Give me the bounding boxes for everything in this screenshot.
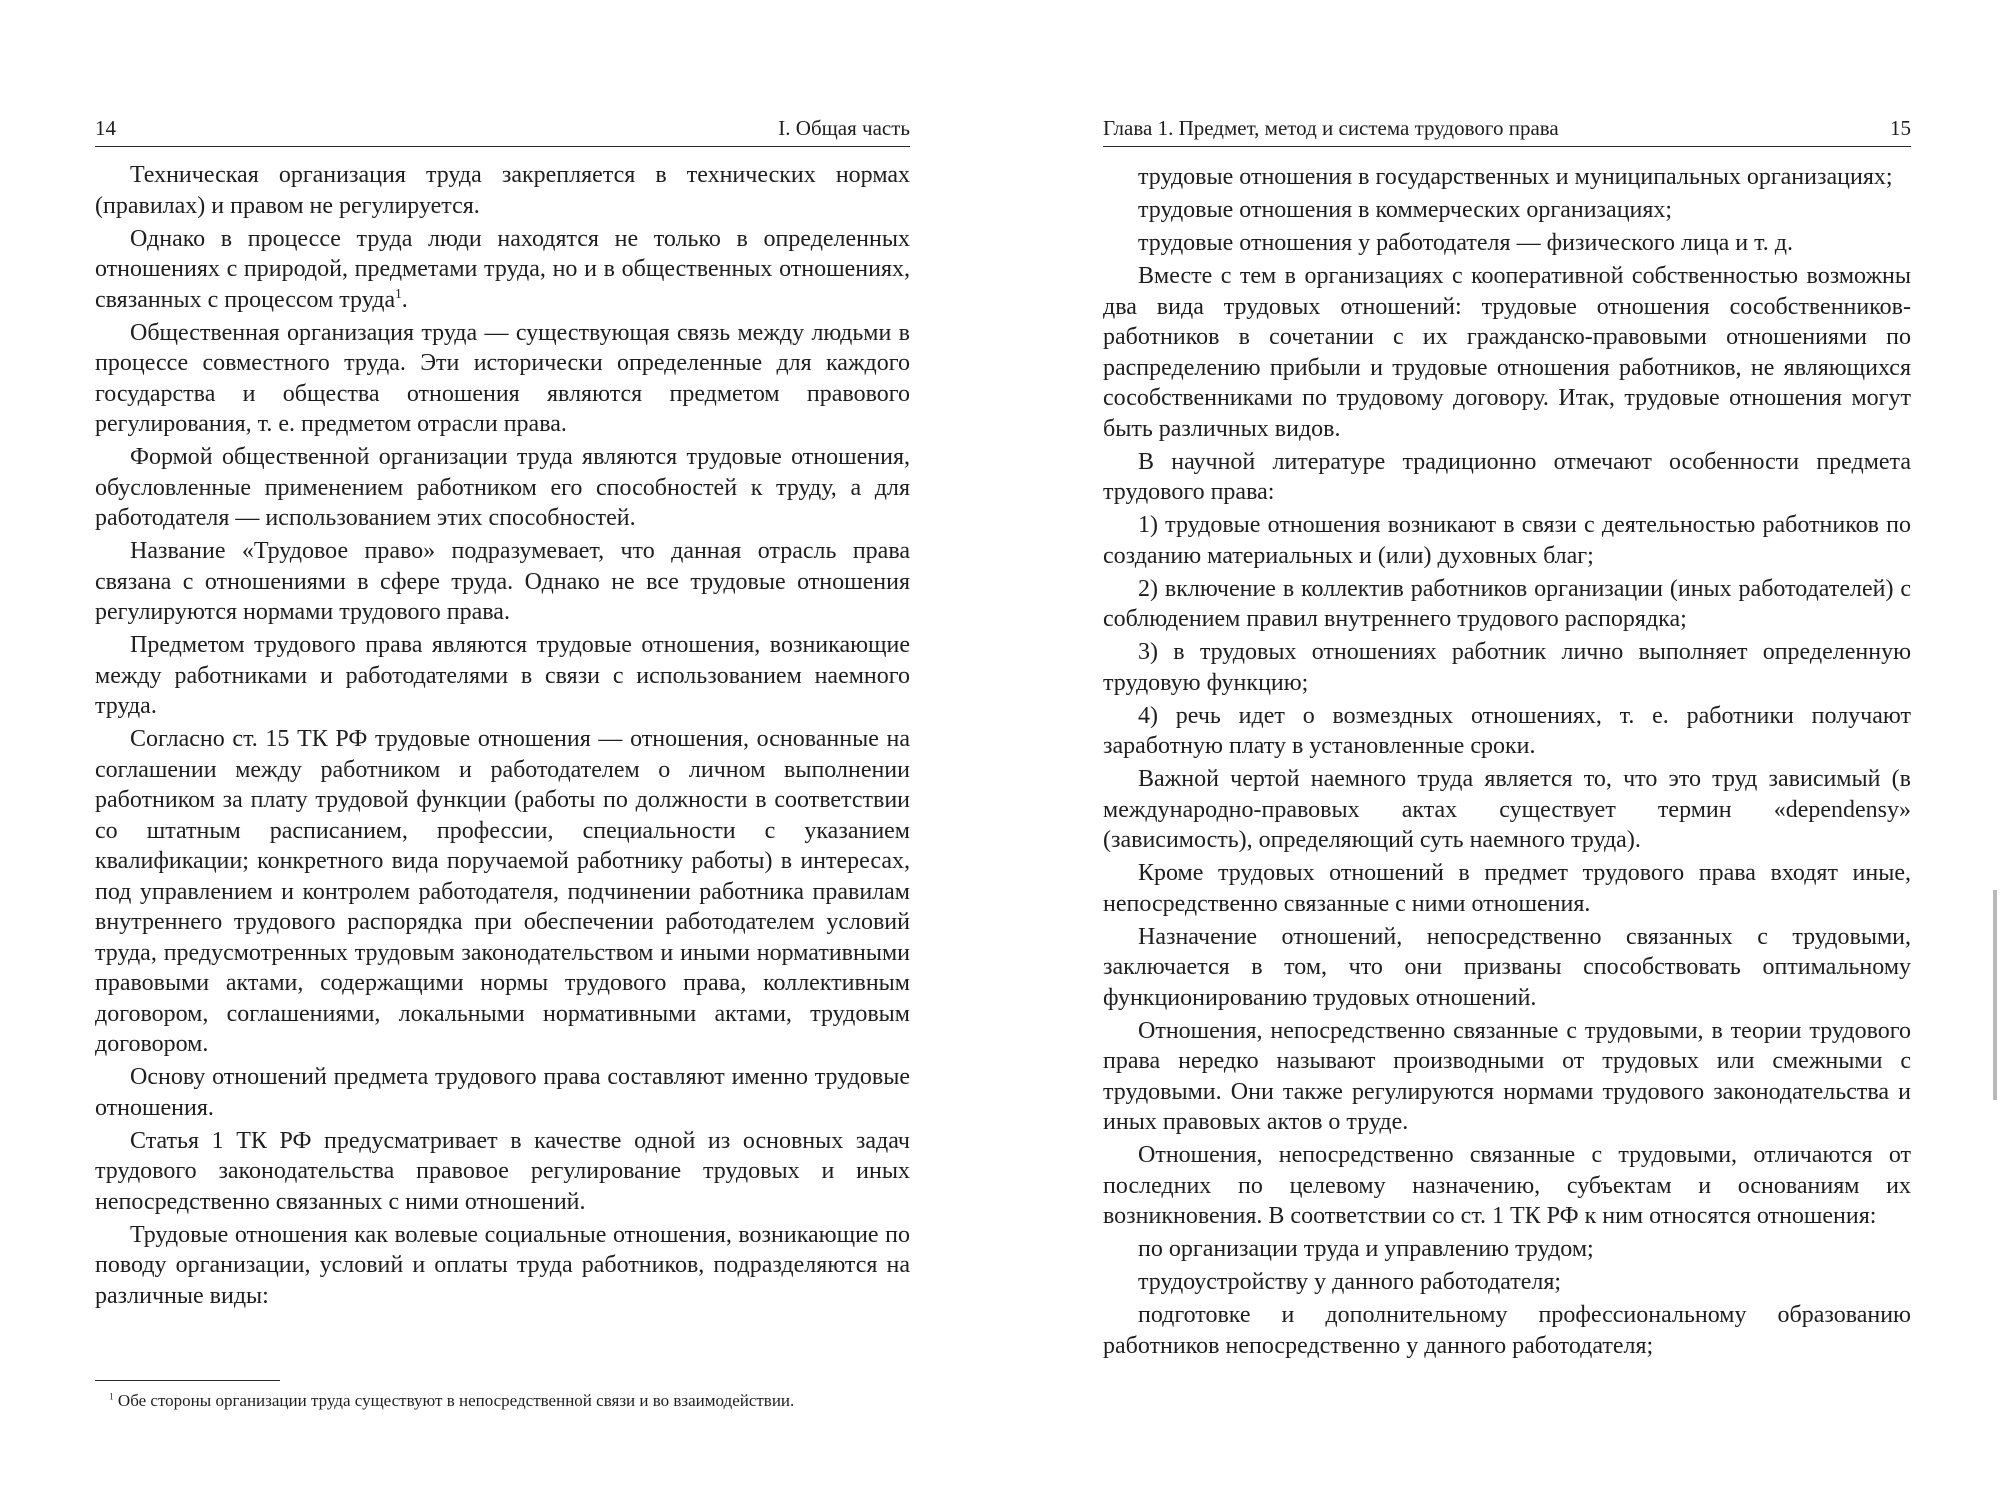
list-item: 4) речь идет о возмездных отношениях, т. е. работники получают заработную плату в установленные сроки. xyxy=(1103,702,1911,759)
paragraph: Важной чертой наемного труда является то, что это труд зависимый (в международно-правовых актах существует термин «dependensy» (зависимость), определяющий суть наемного труда). xyxy=(1103,766,1911,853)
paragraph: В научной литературе традиционно отмечают особенности предмета трудового права: xyxy=(1103,448,1911,505)
list-item: трудовые отношения у работодателя — физического лица и т. д. xyxy=(1138,230,1794,256)
paragraph: Трудовые отношения как волевые социальные отношения, возникающие по поводу организации, условий и оплаты труда работников, подразделяются на различные виды: xyxy=(95,1221,910,1309)
right-page-number: 15 xyxy=(1890,116,1911,140)
right-page xyxy=(1103,0,1911,1509)
list-item: трудовые отношения в коммерческих организациях; xyxy=(1138,197,1673,223)
paragraph-text: Однако в процессе труда люди находятся не только в определенных отношениях с природой, предметами труда, но и в общественных отношениях, связанных с процессом труда xyxy=(95,225,910,313)
paragraph: Вместе с тем в организациях с кооперативной собственностью возможны два вида трудовых отношений: трудовые отношения сособственников-работников в сочетании с их гражданско-правовыми отношениями по распределению прибыли и трудовые отношения работников, не являющихся сособственниками по трудовому договору. Итак, трудовые отношения могут быть различных видов. xyxy=(1103,263,1911,442)
list-item: трудовые отношения в государственных и муниципальных организациях; xyxy=(1138,164,1893,190)
paragraph: Предметом трудового права являются трудовые отношения, возникающие между работниками и работодателями в связи с использованием наемного труда. xyxy=(95,632,910,719)
paragraph: Статья 1 ТК РФ предусматривает в качестве одной из основных задач трудового законодательства правовое регулирование трудовых и иных непосредственно связанных с ними отношений. xyxy=(95,1127,910,1215)
list-item: подготовке и дополнительному профессиональному образованию работников непосредственно у данного работодателя; xyxy=(1103,1302,1911,1359)
right-page-body xyxy=(1103,162,1911,1364)
paragraph: Основу отношений предмета трудового права составляют именно трудовые отношения. xyxy=(95,1064,910,1121)
paragraph: Назначение отношений, непосредственно связанных с трудовыми, заключается в том, что они призваны способствовать оптимальному функционированию трудовых отношений. xyxy=(1103,923,1911,1011)
paragraph: Отношения, непосредственно связанные с трудовыми, отличаются от последних по целевому назначению, субъектам и основаниям их возникновения. В соответствии со ст. 1 ТК РФ к ним относятся отношения: xyxy=(1103,1142,1911,1229)
left-page-body xyxy=(95,160,910,1314)
right-running-head: Глава 1. Предмет, метод и система трудового права xyxy=(1103,116,1559,140)
paragraph: Кроме трудовых отношений в предмет трудового права входят иные, непосредственно связанные с ними отношения. xyxy=(1103,860,1911,917)
page-edge-shadow xyxy=(1993,890,1997,1100)
right-header-rule xyxy=(1103,146,1911,147)
footnote xyxy=(95,1388,910,1413)
footnote-ref: 1 xyxy=(395,285,402,301)
left-running-head: I. Общая часть xyxy=(778,116,910,140)
paragraph: Техническая организация труда закрепляется в технических нормах (правилах) и правом не регулируется. xyxy=(95,162,910,219)
paragraph: Отношения, непосредственно связанные с трудовыми, в теории трудового права нередко называют производными от трудовых или смежными с трудовыми. Они также регулируются нормами трудового законодательства и иных правовых актов о труде. xyxy=(1103,1017,1911,1135)
list-item: 2) включение в коллектив работников организации (иных работодателей) с соблюдением правил внутреннего трудового распорядка; xyxy=(1103,575,1911,632)
list-item: 1) трудовые отношения возникают в связи с деятельностью работников по созданию материальных и (или) духовных благ; xyxy=(1103,512,1911,569)
list-item: трудоустройству у данного работодателя; xyxy=(1138,1269,1562,1295)
list-item: по организации труда и управлению трудом; xyxy=(1138,1236,1594,1262)
left-page-header xyxy=(95,112,910,144)
right-page-header xyxy=(1103,112,1911,144)
left-page xyxy=(95,0,910,1509)
paragraph: Формой общественной организации труда являются трудовые отношения, обусловленные применением работником его способностей к труду, а для работодателя — использованием этих способностей. xyxy=(95,444,910,531)
paragraph: Общественная организация труда — существующая связь между людьми в процессе совместного труда. Эти исторически определенные для каждого государства и общества отношения являются предметом правового регулирования, т. е. предметом отрасли права. xyxy=(95,319,910,437)
paragraph: Согласно ст. 15 ТК РФ трудовые отношения — отношения, основанные на соглашении между работником и работодателем о личном выполнении работником за плату трудовой функции (работы по должности в соответствии со штатным расписанием, профессии, специальности с указанием квалификации; конкретного вида поручаемой работнику работы) в интересах, под управлением и контролем работодателя, подчинении работника правилам внутреннего трудового распорядка при обеспечении работодателем условий труда, предусмотренных трудовым законодательством и иными нормативными правовыми актами, содержащими нормы трудового права, коллективным договором, соглашениями, локальными нормативными актами, трудовым договором. xyxy=(95,726,910,1057)
footnote-rule xyxy=(95,1380,280,1381)
paragraph: Название «Трудовое право» подразумевает, что данная отрасль права связана с отношениями в сфере труда. Однако не все трудовые отношения регулируются нормами трудового права. xyxy=(95,538,910,625)
paragraph: Однако в процессе труда люди находятся не только в определенных отношениях с природой, предметами труда, но и в общественных отношениях, связанных с процессом труда$^1$. xyxy=(95,225,910,313)
footnote-text: Обе стороны организации труда существуют в непосредственной связи и во взаимодействии. xyxy=(117,1391,795,1410)
left-page-number: 14 xyxy=(95,116,116,140)
left-header-rule xyxy=(95,146,910,147)
footnote-marker: 1 xyxy=(109,1392,114,1403)
list-item: 3) в трудовых отношениях работник лично выполняет определенную трудовую функцию; xyxy=(1103,639,1911,696)
